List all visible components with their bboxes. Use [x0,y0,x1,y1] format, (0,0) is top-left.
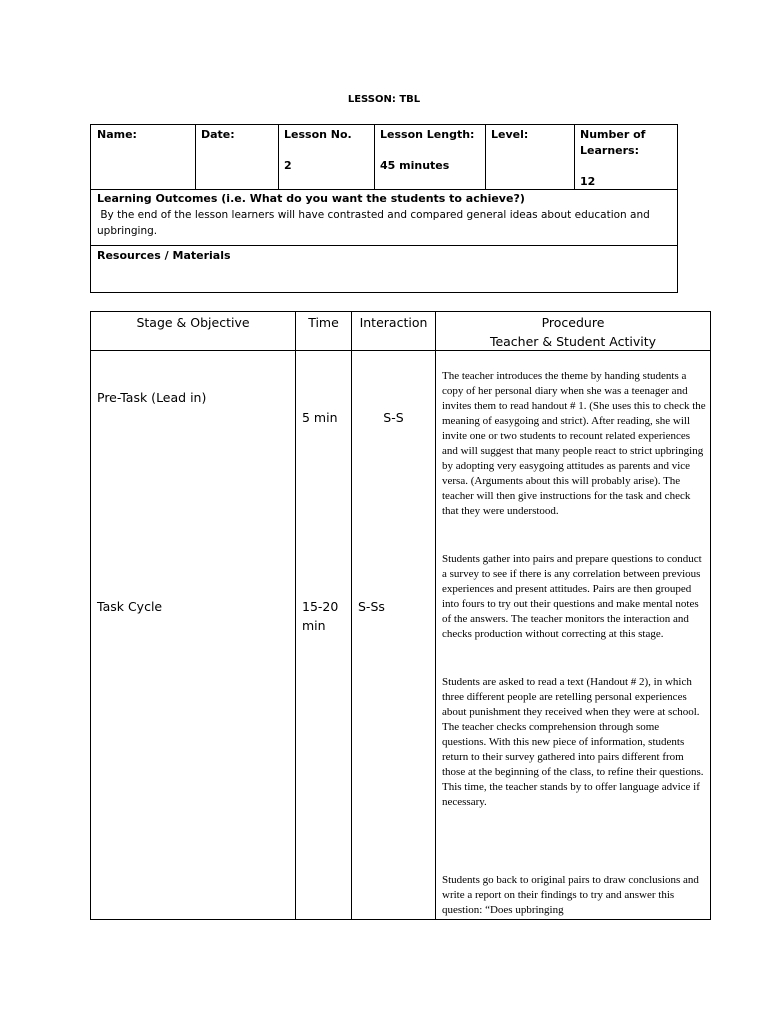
procedure-table [90,311,711,920]
lesson-info-table [90,124,678,293]
learners-value: 12 [580,175,596,188]
procedure-paragraph-report: Students go back to original pairs to draw conclusions and write a report on their findings to try and answer this question: “Does upbringing [442,874,699,916]
lesson-length-value: 45 minutes [380,159,450,172]
col-divider [351,312,352,919]
col-divider [195,125,196,189]
time-task-cycle: 15-20 min [302,599,339,633]
header-interaction: Interaction [359,315,428,330]
procedure-paragraph-survey: Students gather into pairs and prepare questions to conduct a survey to see if there is any correlation between previous experiences and present attitudes. Pairs are then grouped into fours to try out their questions and make mental notes of the answers. The teacher monitors the interaction and checks production without correcting at this stage. [442,553,702,640]
date-label: Date: [201,128,235,141]
procedure-paragraph-lead-in: The teacher introduces the theme by handing students a copy of her personal diary when she was a teenager and invites them to read handout # 1. (She uses this to check the meaning of easygoing and strict). After reading, she will invite one or two students to recount related experiences and will suggest that many people react to strict upbringing by adopting very easygoing attitudes as parents and vice versa. (Arguments about this will probably arise). The teacher will then give instructions for the task and check that they were understood. [442,370,706,517]
stage-task-cycle: Task Cycle [97,599,163,614]
learning-outcomes-text: By the end of the lesson learners will have contrasted and compared general ideas about education and upbringing. [97,209,654,237]
stage-pre-task: Pre-Task (Lead in) [97,390,207,405]
time-pre-task: 5 min [302,410,338,425]
name-label: Name: [97,128,137,141]
lesson-length-label: Lesson Length: [380,128,475,141]
col-divider [295,312,296,919]
lesson-no-value: 2 [284,159,292,172]
header-stage: Stage & Objective [136,315,250,330]
col-divider [435,312,436,919]
interaction-pre-task: S-S [383,410,404,425]
page-title: LESSON: TBL [347,94,421,105]
col-divider [374,125,375,189]
level-label: Level: [491,128,529,141]
col-divider [485,125,486,189]
row-divider [91,245,677,246]
learning-outcomes-label: Learning Outcomes (i.e. What do you want the students to achieve?) [97,192,525,205]
header-time: Time [308,315,339,330]
lesson-no-label: Lesson No. [284,128,352,141]
procedure-paragraph-reading: Students are asked to read a text (Handout # 2), in which three different people are retelling personal experiences about punishment they received when they were at school. The teacher checks comprehension through some questions. With this new piece of information, students return to their survey gathered into pairs different from those at the beginning of the class, to refine their questions. This time, the teacher stands by to offer language advice if necessary. [442,676,704,808]
resources-label: Resources / Materials [97,249,231,262]
col-divider [278,125,279,189]
interaction-task-cycle: S-Ss [358,599,385,614]
col-divider [574,125,575,189]
header-procedure-sub: Teacher & Student Activity [489,334,657,349]
header-procedure: Procedure [541,315,605,330]
learners-label: Number of Learners: [580,128,646,157]
